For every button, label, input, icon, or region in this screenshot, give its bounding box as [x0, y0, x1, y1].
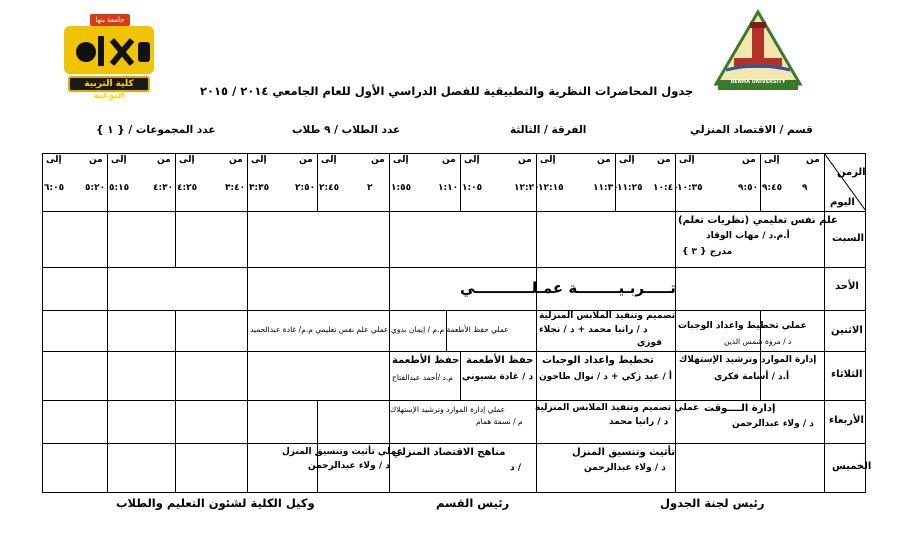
students-label: عدد الطلاب / ٩ طلاب	[292, 124, 401, 136]
time-from-value: ٢	[367, 183, 373, 193]
time-from-label: من	[657, 155, 671, 165]
logo-caption: BENHA UNIVERSITY	[730, 79, 786, 85]
time-to-value: ١:٥٥	[391, 183, 412, 193]
time-to-value: ٢:٤٥	[319, 183, 340, 193]
mon-course-3: عملي حفظ الأطعمة م.م / إيمان بدوي	[391, 325, 509, 334]
time-to-value: ٤:٢٥	[177, 183, 198, 193]
wed-lecturer-1: د / ولاء عبدالرحمن	[732, 419, 814, 429]
time-to-value: ٣:٣٥	[249, 183, 270, 193]
dept-head-signature: رئيس القسم	[436, 496, 510, 510]
time-from-value: ١١:٣٠	[593, 183, 619, 193]
time-to-value: ١:٠٥	[462, 183, 483, 193]
time-to-value: ١٢:١٥	[538, 183, 564, 193]
mon-lecturer-2b: فوزي	[637, 338, 662, 348]
time-from-value: ١٢:٢٠	[514, 183, 540, 193]
corner-time: الزمن	[837, 167, 866, 178]
corner-day: اليوم	[830, 197, 855, 208]
wed-course-3: عملي إدارة الموارد وترشيد الإستهلاك	[390, 405, 506, 414]
time-from-value: ٤:٣٠	[153, 183, 174, 193]
time-from-label: من	[442, 155, 456, 165]
time-from-value: ٩:٥٠	[738, 183, 759, 193]
time-from-value: ٩	[802, 183, 808, 193]
thu-lecturer-3: د / ولاء عبدالرحمن	[308, 461, 390, 471]
thu-course-2: مناهج الاقتصاد المنزلي	[392, 447, 506, 458]
time-to-label: إلى	[764, 155, 780, 165]
time-from-label: من	[157, 155, 171, 165]
mon-course-2: تصميم وتنفيذ الملابس المنزلية	[539, 311, 676, 321]
wed-lecturer-3: م / نسمة همام	[476, 417, 523, 426]
day-mon: الاثنين	[831, 325, 863, 336]
day-sat: السبت	[832, 233, 865, 244]
time-to-value: ٥:١٥	[109, 183, 130, 193]
time-from-value: ٢:٥٠	[295, 183, 316, 193]
mon-course-4: عملي علم نفس تعليمي م.م/ غادة عبدالحميد	[250, 325, 389, 334]
tue-lecturer-2: أ / عيد زكي + د / نوال طاحون	[539, 372, 673, 382]
time-to-label: إلى	[679, 155, 695, 165]
tue-course-3: حفظ الأطعمة	[466, 355, 534, 366]
logo-faculty-label: كلية التربية النوعية	[68, 76, 150, 92]
time-to-value: ١١:٢٥	[617, 183, 643, 193]
time-to-label: إلى	[393, 155, 409, 165]
time-to-label: إلى	[321, 155, 337, 165]
sat-lecturer: أ.م.د / مهاب الوقاد	[706, 231, 790, 241]
wed-course-2: عملي تصميم وتنفيذ الملابس المنزلية	[535, 403, 700, 413]
time-from-label: من	[597, 155, 611, 165]
time-to-label: إلى	[619, 155, 635, 165]
time-to-label: إلى	[464, 155, 480, 165]
time-from-value: ١٠:٤٠	[653, 183, 679, 193]
tue-lecturer-1: أ.د / أسامة فكري	[714, 372, 790, 382]
time-to-label: إلى	[251, 155, 267, 165]
tue-lecturer-4: م.د /أحمد عبدالفتاح	[392, 373, 453, 382]
time-to-label: إلى	[540, 155, 556, 165]
time-to-label: إلى	[111, 155, 127, 165]
mon-lecturer-2: د / رانيا محمد + د / نجلاء	[539, 325, 648, 335]
wed-lecturer-2: د / رانيا محمد	[609, 417, 669, 427]
time-from-label: من	[518, 155, 532, 165]
thu-lecturer-2: د /	[510, 463, 522, 473]
page-title: جدول المحاضرات النظرية والتطبيقية للفصل الدراسي الأول للعام الجامعي ٢٠١٤ / ٢٠١٥	[200, 84, 694, 98]
time-from-value: ٣:٤٠	[225, 183, 246, 193]
department-label: قسم / الاقتصاد المنزلي	[690, 124, 813, 136]
thu-course-1: تأثيث وتنسيق المنزل	[572, 447, 676, 458]
tue-course-2: تخطيط واعداد الوجبات	[542, 355, 654, 366]
faculty-logo	[58, 12, 160, 101]
logo-university-label: جامعة بنها	[90, 14, 130, 26]
time-from-value: ٥:٢٠	[85, 183, 106, 193]
time-from-label: من	[299, 155, 313, 165]
day-tue: الثلاثاء	[831, 369, 863, 380]
tue-course-4: حفظ الأطعمة	[392, 355, 460, 366]
groups-label: عدد المجموعات / { ١ }	[96, 124, 216, 136]
thu-lecturer-1: د / ولاء عبدالرحمن	[584, 463, 666, 473]
year-label: الفرقة / الثالثة	[510, 124, 587, 136]
day-sun: الأحد	[835, 281, 859, 292]
benha-university-logo	[712, 8, 804, 92]
day-thu: الخميس	[832, 461, 872, 472]
time-from-label: من	[742, 155, 756, 165]
wed-course-1: إدارة الــــوقت	[704, 403, 776, 414]
time-to-label: إلى	[46, 155, 62, 165]
time-to-label: إلى	[179, 155, 195, 165]
timetable	[42, 153, 872, 493]
sat-course: علم نفس تعليمي (نظريات تعلم)	[678, 215, 838, 226]
time-from-label: من	[806, 155, 820, 165]
time-to-value: ٦:٠٥	[44, 183, 65, 193]
sun-practical: تـــــربـيــــــــة عمـلـــــــــــي	[460, 279, 676, 297]
mon-lecturer-1: د / مروة شمس الدين	[724, 337, 792, 346]
vice-dean-signature: وكيل الكلية لشئون التعليم والطلاب	[116, 496, 315, 510]
day-wed: الأربعاء	[829, 415, 864, 426]
time-to-value: ١٠:٣٥	[677, 183, 703, 193]
time-to-value: ٩:٤٥	[762, 183, 783, 193]
committee-signature: رئيس لجنة الجدول	[660, 496, 765, 510]
thu-course-3: عملي تأثيث وتنسيق المنزل	[282, 447, 403, 457]
sat-room: مدرج { ٣ }	[682, 247, 733, 257]
tue-lecturer-3: د / غادة بسيوني	[462, 372, 534, 382]
time-from-label: من	[371, 155, 385, 165]
time-from-value: ١:١٠	[438, 183, 459, 193]
tue-course-1: إدارة الموارد وترشيد الإستهلاك	[679, 355, 817, 365]
time-from-label: من	[229, 155, 243, 165]
mon-course-1: عملي تخطيط واعداد الوجبات	[678, 321, 807, 331]
time-from-label: من	[89, 155, 103, 165]
